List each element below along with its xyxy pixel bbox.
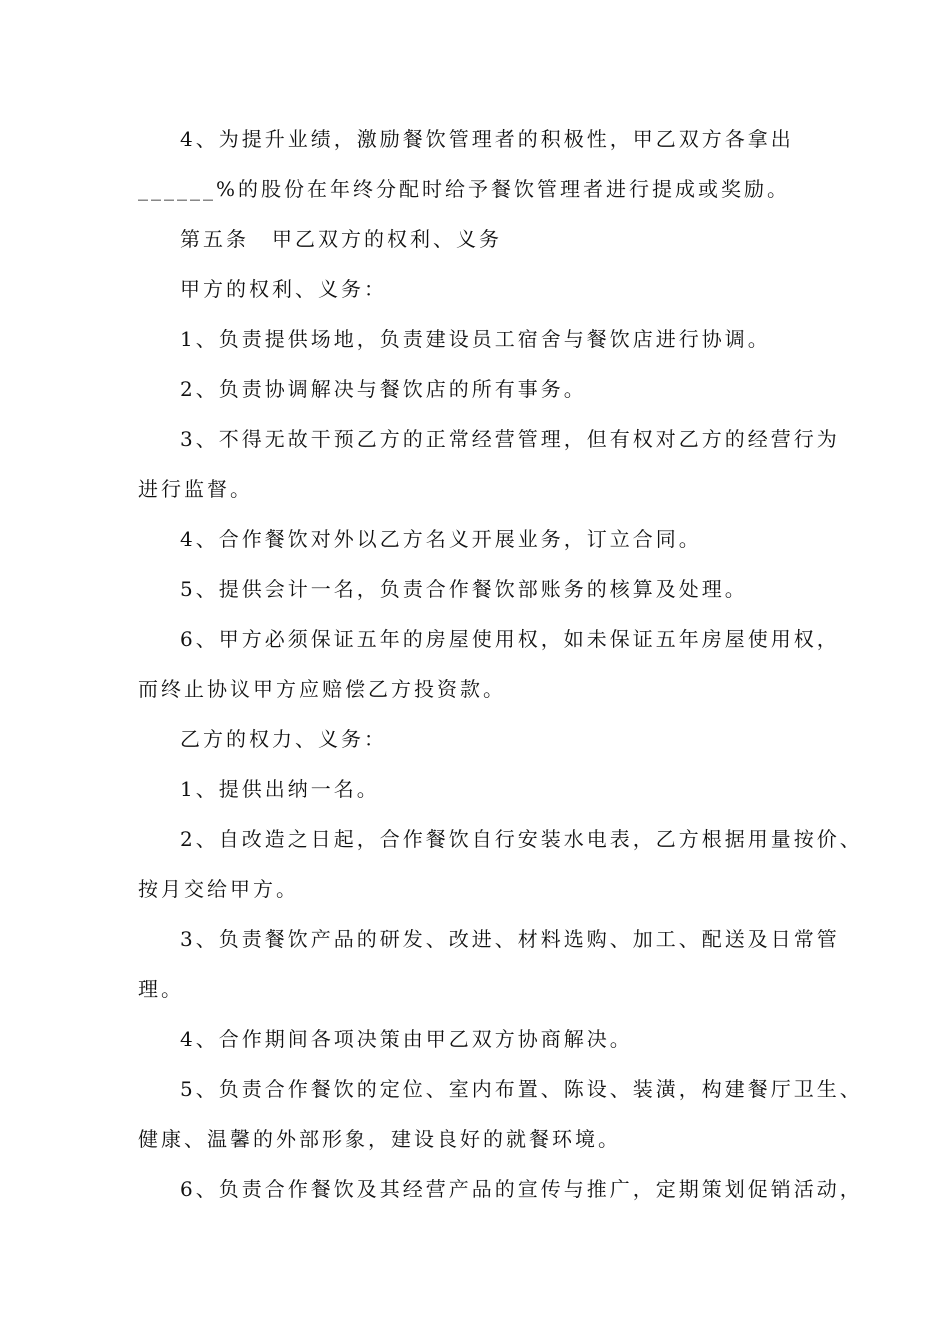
text-line: 2、自改造之日起，合作餐饮自行安装水电表，乙方根据用量按价、 [180,827,863,851]
text-line: 4、为提升业绩，激励餐饮管理者的积极性，甲乙双方各拿出 [180,127,794,151]
text-line: 1、负责提供场地，负责建设员工宿舍与餐饮店进行协调。 [180,327,771,351]
text-line: 2、负责协调解决与餐饮店的所有事务。 [180,377,587,401]
text-line: 6、甲方必须保证五年的房屋使用权，如未保证五年房屋使用权， [180,627,840,651]
subsection-heading: 甲方的权利、义务： [180,277,387,301]
text-line: 6、负责合作餐饮及其经营产品的宣传与推广，定期策划促销活动， [180,1177,863,1201]
text-line: 理。 [138,977,184,1001]
text-line: 而终止协议甲方应赔偿乙方投资款。 [138,677,506,701]
text-line: 3、负责餐饮产品的研发、改进、材料选购、加工、配送及日常管 [180,927,840,951]
section-heading: 第五条 甲乙双方的权利、义务 [180,227,502,251]
text-line: 4、合作期间各项决策由甲乙双方协商解决。 [180,1027,633,1051]
text-line: 4、合作餐饮对外以乙方名义开展业务，订立合同。 [180,527,702,551]
text-line: 3、不得无故干预乙方的正常经营管理，但有权对乙方的经营行为 [180,427,840,451]
text-line: ______%的股份在年终分配时给予餐饮管理者进行提成或奖励。 [138,177,791,201]
text-line: 1、提供出纳一名。 [180,777,380,801]
subsection-heading: 乙方的权力、义务： [180,727,387,751]
text-line: 5、负责合作餐饮的定位、室内布置、陈设、装潢，构建餐厅卫生、 [180,1077,863,1101]
text-line: 健康、温馨的外部形象，建设良好的就餐环境。 [138,1127,621,1151]
text-line: 5、提供会计一名，负责合作餐饮部账务的核算及处理。 [180,577,748,601]
text-line: 按月交给甲方。 [138,877,299,901]
text-line: 进行监督。 [138,477,253,501]
